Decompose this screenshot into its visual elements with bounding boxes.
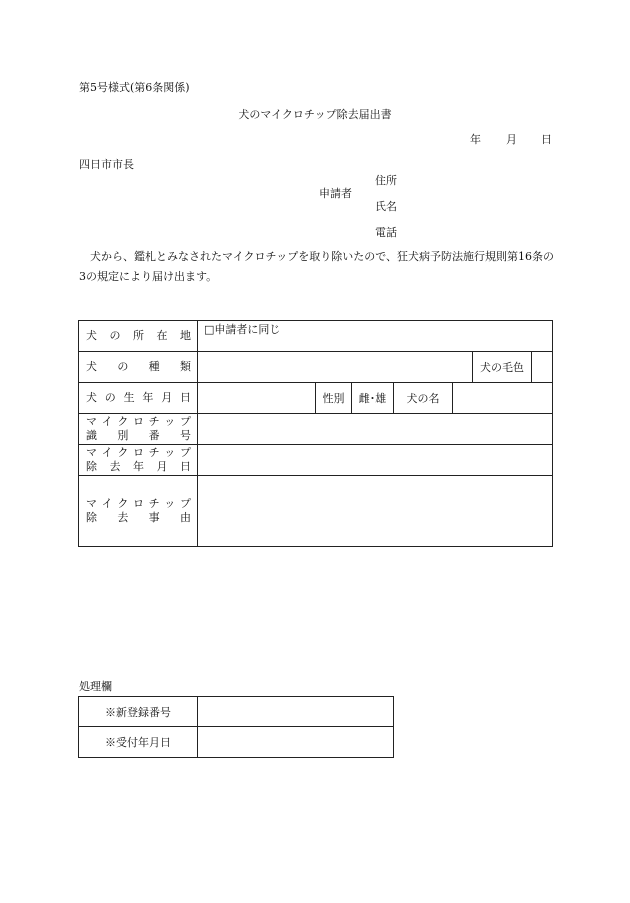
label-char: の	[117, 360, 129, 373]
label-char: 月	[161, 391, 173, 404]
location-label	[86, 329, 191, 343]
chip-id-value-cell[interactable]	[198, 414, 552, 445]
processing-table	[78, 696, 394, 758]
label-char: 犬	[86, 360, 97, 373]
label-char: 番	[148, 429, 160, 442]
label-char: マ	[86, 497, 97, 510]
label-char: マ	[86, 415, 97, 428]
label-char: 別	[117, 429, 129, 442]
label-char: 除	[86, 511, 97, 524]
declaration-text: 犬から、鑑札とみなされたマイクロチップを取り除いたので、狂犬病予防法施行規則第16条の3の規定により届け出ます。	[79, 250, 555, 283]
label-char: 日	[179, 391, 191, 404]
document-title: 犬のマイクロチップ除去届出書	[238, 108, 392, 121]
label-char: 除	[86, 460, 97, 473]
label-char: ク	[117, 497, 129, 510]
addressee: 四日市市長	[79, 158, 134, 171]
location-value-cell[interactable]	[198, 321, 552, 352]
chip-id-label-line1	[86, 415, 191, 429]
label-char: ッ	[164, 497, 176, 510]
phone-label: 電話	[375, 226, 397, 239]
same-as-applicant-checkbox[interactable]: □申請者に同じ	[204, 323, 281, 336]
chip-id-label-cell	[79, 414, 198, 445]
date-year-label: 年	[470, 133, 481, 146]
label-char: の	[104, 391, 116, 404]
label-char: チ	[148, 415, 160, 428]
birthdate-label	[86, 391, 191, 405]
label-char: 年	[133, 460, 144, 473]
removal-date-value-cell[interactable]	[198, 445, 552, 476]
label-char: イ	[101, 415, 113, 428]
label-char: 犬	[86, 329, 97, 342]
birthdate-label-cell	[79, 383, 198, 414]
sex-label: 性別	[316, 383, 352, 414]
label-char: プ	[179, 497, 191, 510]
label-char: マ	[86, 446, 97, 459]
label-char: イ	[101, 497, 113, 510]
coat-color-value-cell[interactable]	[532, 352, 552, 383]
dog-name-label: 犬の名	[394, 383, 453, 414]
breed-label	[86, 360, 191, 374]
date-day-label: 日	[541, 133, 552, 146]
label-char: ッ	[164, 446, 176, 459]
label-char: 由	[179, 511, 191, 524]
label-char: チ	[148, 446, 160, 459]
chip-id-label-line2	[86, 429, 191, 443]
label-char: 犬	[86, 391, 97, 404]
label-char: ク	[117, 446, 129, 459]
dog-name-value-cell[interactable]	[453, 383, 552, 414]
label-char: の	[109, 329, 121, 342]
received-date-value-cell	[198, 727, 393, 757]
label-char: ロ	[132, 497, 144, 510]
label-char: 年	[142, 391, 154, 404]
label-char: 種	[148, 360, 160, 373]
removal-reason-label-line1	[86, 497, 191, 511]
breed-value-cell[interactable]	[198, 352, 473, 383]
removal-date-label-line1	[86, 446, 191, 460]
label-char: 類	[179, 360, 191, 373]
breed-label-cell	[79, 352, 198, 383]
label-char: 識	[86, 429, 97, 442]
label-char: チ	[148, 497, 160, 510]
label-char: 地	[180, 329, 191, 342]
removal-reason-label-cell	[79, 476, 198, 546]
location-label-cell	[79, 321, 198, 352]
birthdate-value-cell[interactable]	[198, 383, 316, 414]
address-label: 住所	[375, 174, 397, 187]
label-char: 去	[117, 511, 129, 524]
label-char: 所	[133, 329, 144, 342]
label-char: プ	[179, 415, 191, 428]
date-month-label: 月	[506, 133, 517, 146]
processing-title: 処理欄	[79, 680, 112, 693]
name-label: 氏名	[375, 200, 397, 213]
applicant-label: 申請者	[319, 187, 352, 200]
coat-color-label: 犬の毛色	[473, 352, 532, 383]
removal-date-label-cell	[79, 445, 198, 476]
label-char: ロ	[132, 446, 144, 459]
label-char: 生	[123, 391, 135, 404]
label-char: プ	[179, 446, 191, 459]
label-char: 事	[148, 511, 160, 524]
label-char: 日	[180, 460, 191, 473]
new-registration-value-cell	[198, 697, 393, 727]
label-char: ロ	[132, 415, 144, 428]
removal-reason-label-line2	[86, 511, 191, 525]
removal-date-label-line2	[86, 460, 191, 474]
removal-reason-value-cell[interactable]	[198, 476, 552, 546]
form-number: 第5号様式(第6条関係)	[79, 81, 190, 94]
label-char: 号	[179, 429, 191, 442]
label-char: イ	[101, 446, 113, 459]
label-char: 去	[109, 460, 121, 473]
new-registration-label: ※新登録番号	[79, 697, 198, 727]
dog-info-table	[78, 320, 553, 547]
label-char: ク	[117, 415, 129, 428]
label-char: 月	[156, 460, 168, 473]
received-date-label: ※受付年月日	[79, 727, 198, 757]
sex-value[interactable]: 雌･雄	[352, 383, 394, 414]
label-char: 在	[156, 329, 168, 342]
label-char: ッ	[164, 415, 176, 428]
